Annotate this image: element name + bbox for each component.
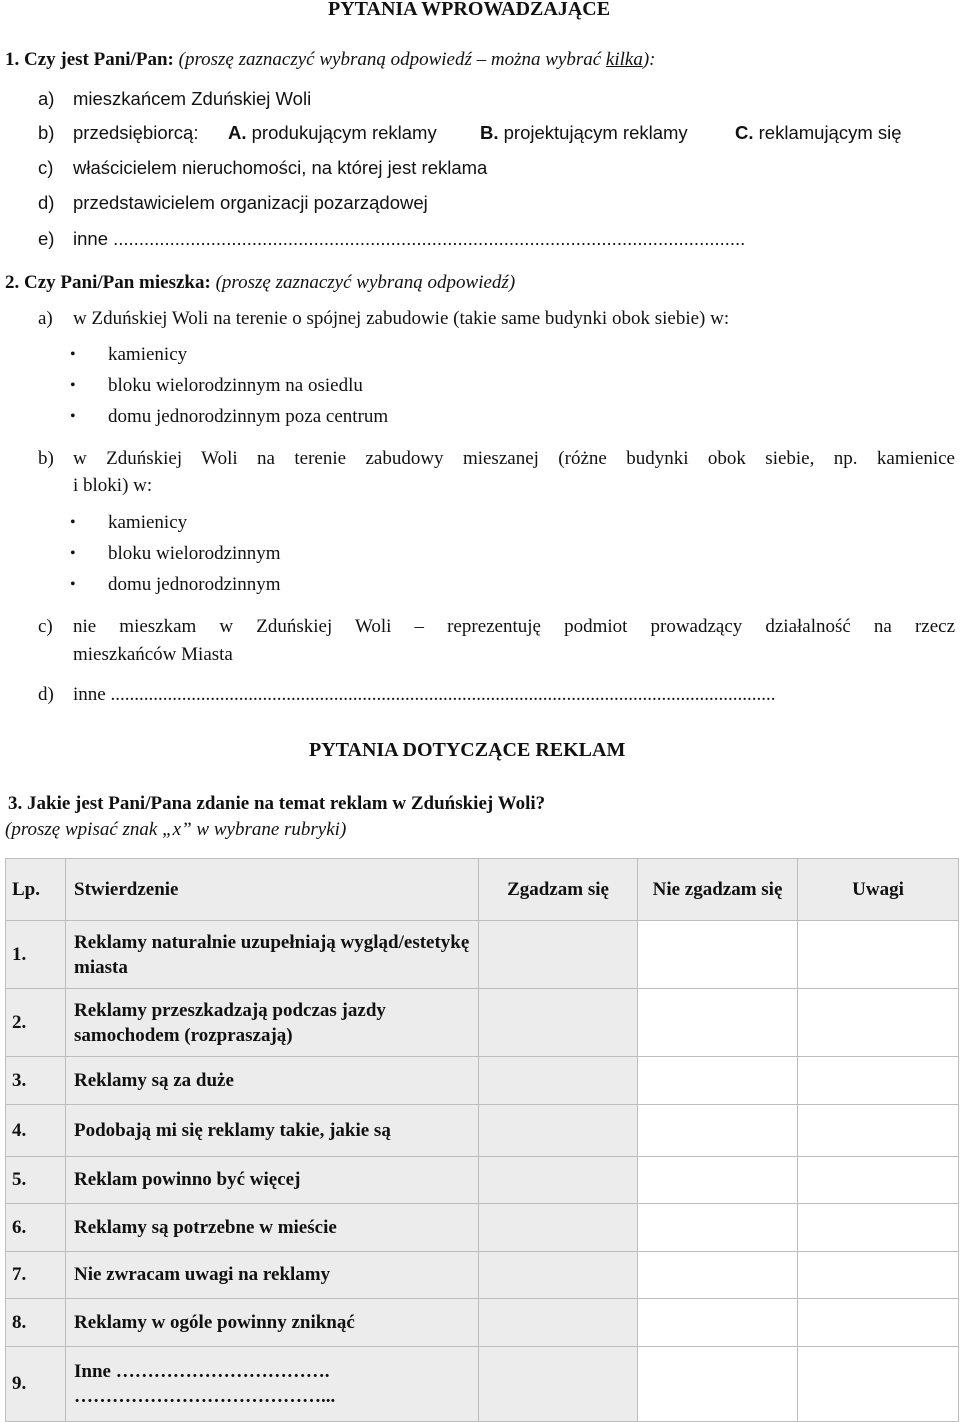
q1-option-e-label: e) [38, 228, 55, 249]
q1-option-e-input[interactable]: inne ........................................................................................................................... [73, 228, 746, 249]
table-row [6, 1299, 959, 1347]
cell-agree[interactable] [479, 1347, 638, 1422]
q2-option-b-cont: i bloki) w: [73, 475, 153, 496]
section-title-intro: PYTANIA WPROWADZAJĄCE [328, 0, 611, 20]
cell-disagree[interactable] [638, 1157, 798, 1204]
q1-option-b-label: b) [38, 122, 55, 143]
q1-option-b-C[interactable]: C. reklamującym się [735, 122, 902, 143]
question-1 [5, 49, 656, 71]
q1-option-b-B[interactable]: B. projektującym reklamy [480, 122, 688, 143]
bullet-icon: • [70, 545, 76, 562]
question-1-note: (proszę zaznaczyć wybraną odpowiedź – można wybrać kilka): [178, 49, 656, 70]
q2-option-c-label: c) [38, 616, 53, 637]
row-number: 4. [6, 1105, 66, 1157]
q2-option-a-label: a) [38, 308, 53, 329]
section-title-ads: PYTANIA DOTYCZĄCE REKLAM [309, 739, 626, 761]
q2-b-item-1[interactable]: kamienicy [108, 512, 188, 533]
cell-remarks[interactable] [798, 921, 959, 989]
q1-option-c[interactable]: właścicielem nieruchomości, na której jest reklama [73, 157, 488, 178]
row-number: 2. [6, 989, 66, 1057]
q1-option-a[interactable]: mieszkańcem Zduńskiej Woli [73, 88, 312, 109]
q2-b-item-2[interactable]: bloku wielorodzinnym [108, 543, 281, 564]
cell-disagree[interactable] [638, 921, 798, 989]
question-1-number: 1. [5, 49, 20, 70]
question-2-note: (proszę zaznaczyć wybraną odpowiedź) [215, 272, 516, 293]
cell-remarks[interactable] [798, 1057, 959, 1105]
question-2-text: Czy Pani/Pan mieszka: [24, 272, 211, 293]
cell-disagree[interactable] [638, 989, 798, 1057]
row-number: 7. [6, 1252, 66, 1299]
question-1-text: Czy jest Pani/Pan: [24, 49, 174, 70]
bullet-icon: • [70, 346, 76, 363]
header-remarks: Uwagi [798, 859, 959, 921]
cell-agree[interactable] [479, 1157, 638, 1204]
row-statement: Nie zwracam uwagi na reklamy [66, 1252, 479, 1299]
row-statement: Reklam powinno być więcej [66, 1157, 479, 1204]
header-agree: Zgadzam się [479, 859, 638, 921]
q1-option-b[interactable]: przedsiębiorcą: [73, 122, 199, 143]
table-row [6, 1204, 959, 1252]
cell-remarks[interactable] [798, 1204, 959, 1252]
cell-remarks[interactable] [798, 1299, 959, 1347]
q2-a-item-1[interactable]: kamienicy [108, 344, 188, 365]
cell-disagree[interactable] [638, 1105, 798, 1157]
q2-b-item-3[interactable]: domu jednorodzinnym [108, 574, 281, 595]
row-number: 9. [6, 1347, 66, 1422]
q2-option-c-cont: mieszkańców Miasta [73, 644, 233, 665]
q2-a-item-2[interactable]: bloku wielorodzinnym na osiedlu [108, 375, 363, 396]
q1-option-d-label: d) [38, 192, 55, 213]
row-statement: Reklamy naturalnie uzupełniają wygląd/estetykę miasta [66, 921, 479, 989]
q2-option-a[interactable]: w Zduńskiej Woli na terenie o spójnej zabudowie (takie same budynki obok siebie) w: [73, 308, 730, 329]
row-number: 3. [6, 1057, 66, 1105]
cell-remarks[interactable] [798, 989, 959, 1057]
table-row [6, 1105, 959, 1157]
table-row [6, 1347, 959, 1422]
q1-option-d[interactable]: przedstawicielem organizacji pozarządowej [73, 192, 428, 213]
q2-option-c[interactable]: nie mieszkam w Zduńskiej Woli – reprezentuję podmiot prowadzący działalność na rzecz [73, 616, 955, 637]
survey-table [5, 858, 959, 1422]
q1-option-a-label: a) [38, 88, 55, 109]
table-row [6, 1252, 959, 1299]
question-3-note: (proszę wpisać znak „x” w wybrane rubryki) [5, 819, 347, 840]
row-statement: Reklamy w ogóle powinny zniknąć [66, 1299, 479, 1347]
cell-agree[interactable] [479, 1105, 638, 1157]
table-row [6, 1157, 959, 1204]
q2-a-item-3[interactable]: domu jednorodzinnym poza centrum [108, 406, 389, 427]
cell-agree[interactable] [479, 1252, 638, 1299]
cell-disagree[interactable] [638, 1252, 798, 1299]
row-statement: Reklamy są za duże [66, 1057, 479, 1105]
table-row [6, 1057, 959, 1105]
bullet-icon: • [70, 576, 76, 593]
cell-agree[interactable] [479, 1204, 638, 1252]
row-statement: Podobają mi się reklamy takie, jakie są [66, 1105, 479, 1157]
q2-option-b-label: b) [38, 448, 54, 469]
cell-disagree[interactable] [638, 1347, 798, 1422]
row-statement-other[interactable]: Inne ……………………………. …………………………………... [66, 1347, 479, 1422]
table-row [6, 989, 959, 1057]
row-statement: Reklamy przeszkadzają podczas jazdy samochodem (rozpraszają) [66, 989, 479, 1057]
table-row [6, 921, 959, 989]
cell-agree[interactable] [479, 1057, 638, 1105]
q1-option-b-A[interactable]: A. produkującym reklamy [228, 122, 437, 143]
table-header-row [6, 859, 959, 921]
row-number: 8. [6, 1299, 66, 1347]
row-number: 5. [6, 1157, 66, 1204]
q2-option-d-input[interactable]: inne ............................................................................................................................................ [73, 684, 776, 705]
header-disagree: Nie zgadzam się [638, 859, 798, 921]
bullet-icon: • [70, 377, 76, 394]
question-2 [5, 272, 515, 294]
cell-remarks[interactable] [798, 1105, 959, 1157]
header-lp: Lp. [6, 859, 66, 921]
bullet-icon: • [70, 514, 76, 531]
cell-agree[interactable] [479, 1299, 638, 1347]
q1-option-c-label: c) [38, 157, 54, 178]
row-number: 1. [6, 921, 66, 989]
q2-option-b[interactable]: w Zduńskiej Woli na terenie zabudowy mieszanej (różne budynki obok siebie, np. kamienice [73, 448, 955, 469]
cell-agree[interactable] [479, 989, 638, 1057]
q2-option-d-label: d) [38, 684, 54, 705]
cell-agree[interactable] [479, 921, 638, 989]
question-3: 3. Jakie jest Pani/Pana zdanie na temat reklam w Zduńskiej Woli? [8, 793, 546, 814]
bullet-icon: • [70, 408, 76, 425]
cell-remarks[interactable] [798, 1252, 959, 1299]
cell-disagree[interactable] [638, 1204, 798, 1252]
row-number: 6. [6, 1204, 66, 1252]
cell-remarks[interactable] [798, 1347, 959, 1422]
cell-disagree[interactable] [638, 1057, 798, 1105]
row-statement: Reklamy są potrzebne w mieście [66, 1204, 479, 1252]
cell-disagree[interactable] [638, 1299, 798, 1347]
cell-remarks[interactable] [798, 1157, 959, 1204]
question-2-number: 2. [5, 272, 20, 293]
header-statement: Stwierdzenie [66, 859, 479, 921]
